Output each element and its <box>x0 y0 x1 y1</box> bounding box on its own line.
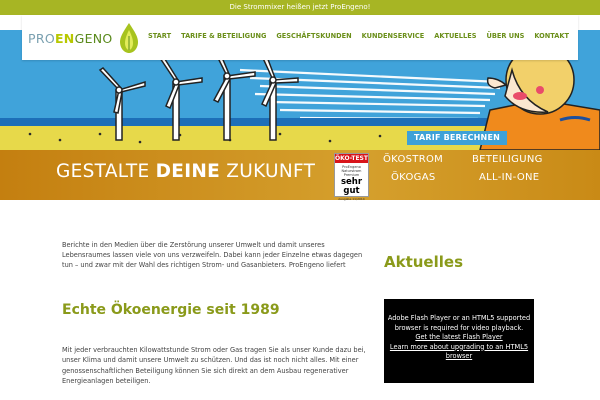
announcement-text: Die Strommixer heißen jetzt ProEngeno! <box>229 3 371 11</box>
flash-player-link[interactable]: Get the latest Flash Player <box>415 333 503 341</box>
main-navigation <box>143 32 574 40</box>
flash-message: Adobe Flash Player or an HTML5 supported browser is required for video playback. <box>387 314 531 332</box>
section-heading: Echte Ökoenergie seit 1989 <box>62 302 280 318</box>
slogan-headline <box>56 161 315 182</box>
badge-issue: Ausgabe 11/2014 <box>338 197 365 201</box>
announcement-bar <box>0 0 600 15</box>
nav-aktuelles[interactable]: AKTUELLES <box>434 32 477 40</box>
body-paragraph: Mit jeder verbrauchten Kilowattstunde Strom oder Gas tragen Sie als unser Kunde dazu bei, unser Klima und damit unsere Umwelt zu schützen. Und das ist noch nicht alles. Mit einer genossenschaftlichen Beteiligung können Sie sich direkt an dem Ausbau regenerativer Energieanlagen beteiligen. <box>62 346 366 386</box>
leaf-drop-icon <box>117 22 141 54</box>
nav-kundenservice[interactable]: KUNDENSERVICE <box>361 32 425 40</box>
slogan-part-1: GESTALTE <box>56 161 156 182</box>
logo-part-en: EN <box>54 30 75 46</box>
slogan-part-2: ZUKUNFT <box>220 161 316 182</box>
link-oekostrom[interactable]: ÖKOSTROM <box>383 154 444 165</box>
site-header <box>22 15 578 60</box>
video-player-placeholder <box>384 299 534 383</box>
link-all-in-one[interactable]: ALL-IN-ONE <box>479 172 540 183</box>
logo-part-pro: PRO <box>28 30 55 46</box>
nav-kontakt[interactable]: KONTAKT <box>534 32 569 40</box>
badge-product: ProEngeno Naturstrom Premium <box>341 165 362 177</box>
badge-rating-1: sehr <box>340 177 363 187</box>
nav-start[interactable]: START <box>147 32 172 40</box>
nav-geschaeftskunden[interactable]: GESCHÄFTSKUNDEN <box>276 32 352 40</box>
link-beteiligung[interactable]: BETEILIGUNG <box>472 154 543 165</box>
logo-wordmark <box>28 31 113 46</box>
badge-rating <box>335 178 368 196</box>
oekotest-badge <box>334 153 369 201</box>
proengeno-logo[interactable] <box>28 21 141 55</box>
link-oekogas[interactable]: ÖKOGAS <box>391 172 436 183</box>
intro-text: Berichte in den Medien über die Zerstörung unserer Umwelt und damit unseres Lebensraumes lassen viele von uns verzweifeln. Dabei kann jeder Einzelne etwas dagegen tun – und zwar mit der Wahl des richtigen Strom- und Gasanbieters. ProEngeno liefert <box>62 241 363 270</box>
badge-label: ÖKO-TEST <box>335 155 368 162</box>
tarif-berechnen-button[interactable]: TARIF BERECHNEN <box>407 131 507 145</box>
nav-ueber-uns[interactable]: ÜBER UNS <box>486 32 525 40</box>
nav-tarife-beteiligung[interactable]: TARIFE & BETEILIGUNG <box>181 32 267 40</box>
sidebar-title: Aktuelles <box>384 253 463 271</box>
html5-browser-link[interactable]: Learn more about upgrading to an HTML5 browser <box>389 342 529 360</box>
slogan-part-bold: DEINE <box>155 161 221 182</box>
badge-rating-2: gut <box>343 186 360 196</box>
logo-part-geno: GENO <box>74 30 113 46</box>
